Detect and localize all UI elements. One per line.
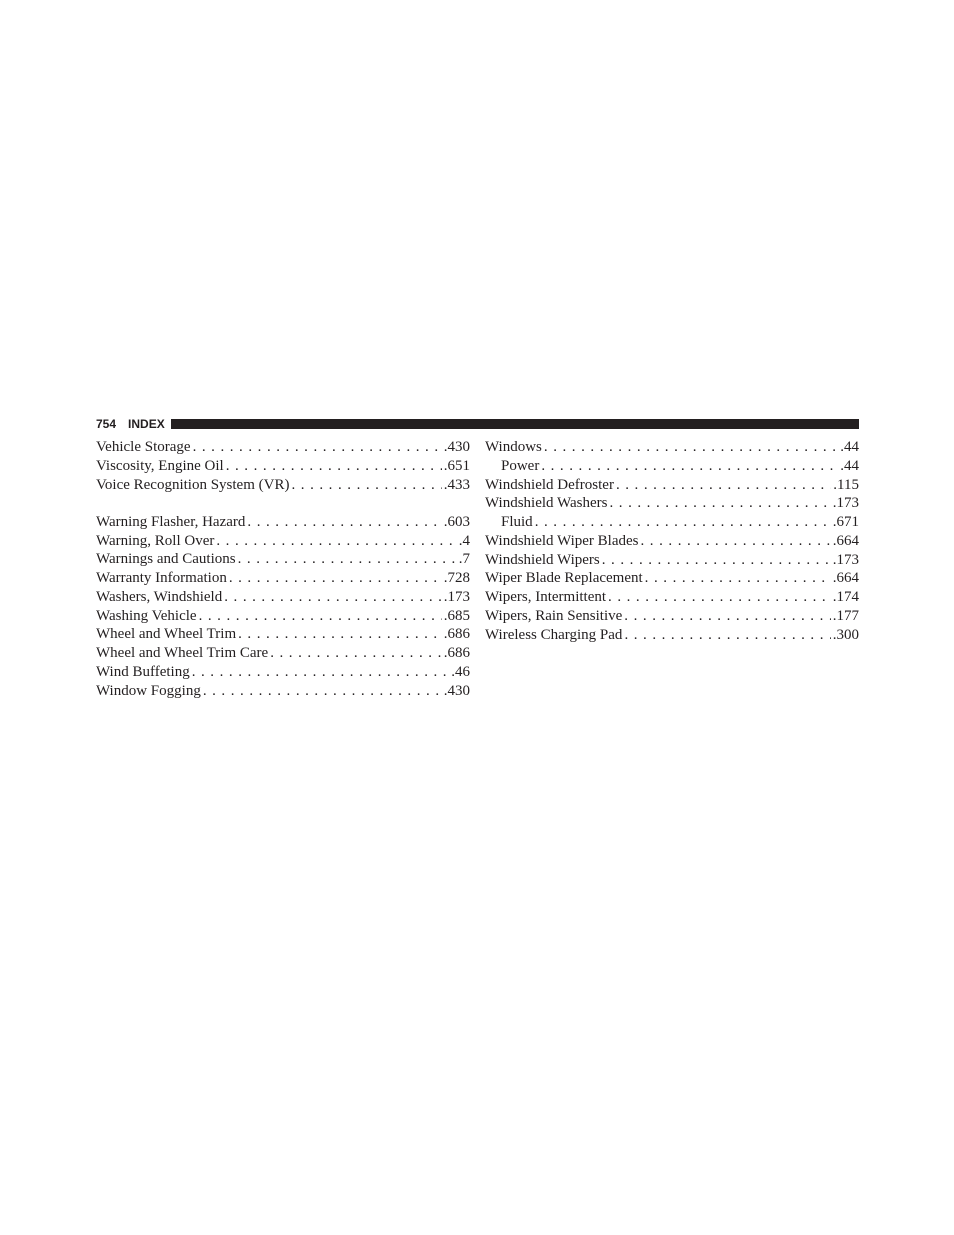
dot-leader [247,513,441,532]
index-entry [485,569,859,588]
index-term: Wheel and Wheel Trim Care [96,645,269,661]
index-page: .603 [443,513,470,530]
index-page: .686 [443,626,470,643]
index-entry [96,607,470,626]
dot-leader [541,457,838,476]
index-term: Windshield Wiper Blades [485,532,639,549]
page-header [96,417,859,431]
index-term: Wind Buffeting [96,663,190,680]
index-page: .174 [832,589,859,605]
index-term: Wipers, Intermittent [485,589,607,605]
index-page: .664 [832,532,859,549]
dot-leader [535,513,831,532]
index-page: .671 [832,514,859,530]
index-entry [485,551,859,570]
index-term: Windshield Washers [485,495,608,512]
dot-leader [616,476,831,495]
index-entry [485,494,859,513]
index-page: .433 [443,476,470,493]
index-entry [96,513,470,532]
index-entry [96,457,470,476]
index-page: .173 [832,551,859,568]
index-term: Washers, Windshield [96,588,223,605]
index-term: Windows [485,439,542,455]
index-entry [485,532,859,551]
index-subentry [485,513,859,532]
index-page: .686 [443,645,470,661]
index-page: .115 [833,476,859,493]
index-term: Warranty Information [96,570,227,586]
dot-leader [645,569,831,588]
dot-leader [544,438,838,457]
index-entry [485,588,859,607]
index-entry [96,438,470,457]
index-page: .4 [458,532,470,549]
dot-leader [641,532,831,551]
index-term: Wireless Charging Pad [485,626,623,643]
dot-leader [226,457,442,476]
section-title: INDEX [128,417,165,431]
index-term: Warnings and Cautions [96,551,236,568]
index-entry [96,550,470,569]
dot-leader [199,607,442,626]
index-entry [96,663,470,682]
index-entry [96,569,470,588]
index-entry [485,607,859,626]
index-term: Wiper Blade Replacement [485,570,643,587]
index-term: Windshield Defroster [485,476,614,493]
index-column-left [96,438,470,700]
dot-leader [291,476,441,495]
dot-leader [624,607,830,626]
dot-leader [192,663,450,682]
index-page: .46 [451,663,470,680]
index-page: .664 [832,570,859,587]
index-page: .685 [443,607,470,624]
index-page: .430 [443,682,470,699]
header-rule [171,419,859,429]
index-term: Window Fogging [96,682,201,699]
index-entry [96,532,470,551]
index-page: .728 [443,570,470,586]
index-entry [96,588,470,607]
index-page: .44 [840,439,859,455]
dot-leader [216,532,456,551]
index-entry [485,476,859,495]
index-term: Wipers, Rain Sensitive [485,607,623,624]
index-term: Viscosity, Engine Oil [96,457,224,474]
dot-leader [224,588,442,607]
index-page: .173 [832,495,859,512]
dot-leader [602,551,831,570]
index-page: .430 [443,439,470,455]
index-page: .177 [832,607,859,624]
index-entry [96,476,470,495]
index-term: Warning, Roll Over [96,532,215,549]
index-entry [96,625,470,644]
dot-leader [203,682,442,701]
index-entry [485,438,859,457]
index-entry [485,626,859,645]
dot-leader [238,625,442,644]
index-entry [96,644,470,663]
dot-leader [229,569,442,588]
dot-leader [270,644,442,663]
dot-leader [609,494,830,513]
dot-leader [624,626,830,645]
page-number: 754 [96,417,117,431]
index-page: .7 [458,551,470,568]
index-term: Washing Vehicle [96,607,197,624]
index-subentry [485,457,859,476]
index-term: Wheel and Wheel Trim [96,626,237,643]
index-term: Fluid [501,514,533,530]
dot-leader [193,438,442,457]
index-term: Vehicle Storage [96,439,191,455]
index-page: .651 [443,457,470,474]
index-page: .300 [832,626,859,643]
dot-leader [238,550,457,569]
index-entry [96,682,470,701]
index-term: Warning Flasher, Hazard [96,513,246,530]
dot-leader [608,588,831,607]
index-page: .173 [443,588,470,605]
index-term: Voice Recognition System (VR) [96,476,290,493]
index-page: .44 [840,457,859,474]
index-term: Power [501,457,540,474]
index-term: Windshield Wipers [485,551,600,568]
index-column-right [485,438,859,644]
